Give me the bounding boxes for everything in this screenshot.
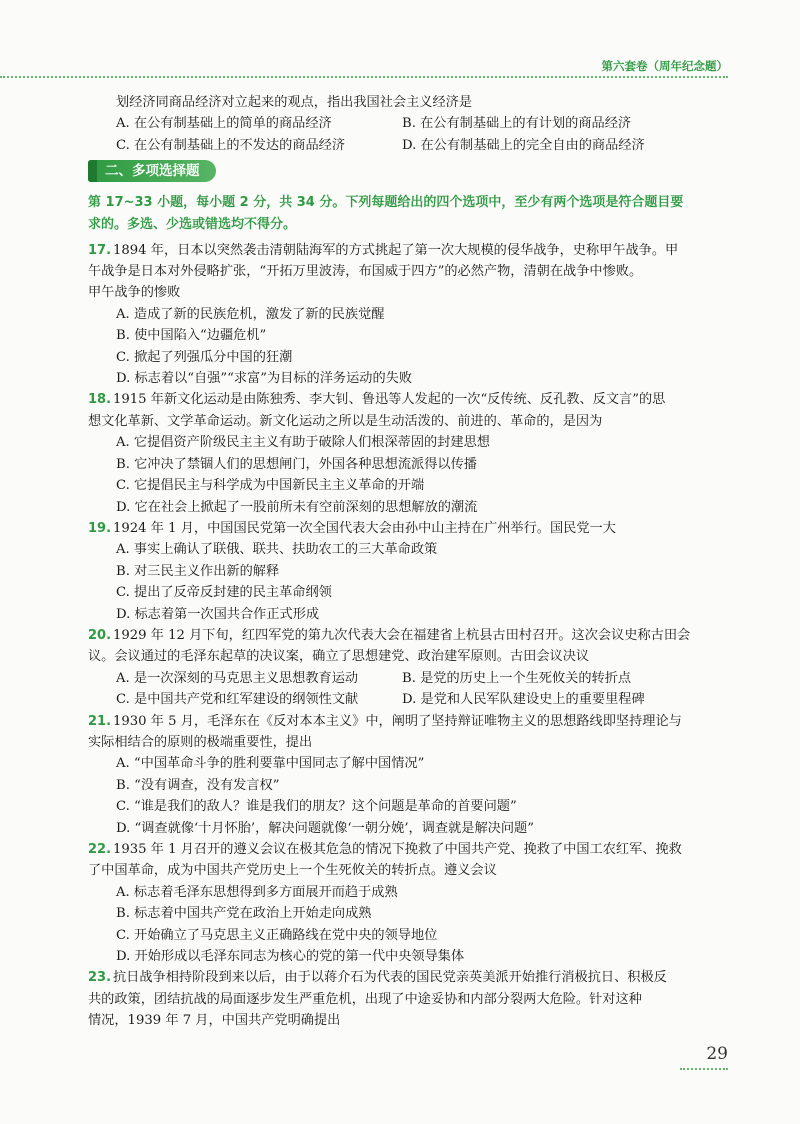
question-21: [88, 711, 728, 839]
option-d: D. 是党和人民军队建设史上的重要里程碑: [402, 692, 645, 708]
page-number-underline: [680, 1068, 728, 1070]
option-b: B. 在公有制基础上的有计划的商品经济: [402, 116, 632, 132]
question-number: 20.: [88, 627, 112, 643]
option-a: A. 是一次深刻的马克思主义思想教育运动: [116, 670, 359, 686]
question-stem-line: 划经济同商品经济对立起来的观点，指出我国社会主义经济是: [116, 95, 473, 110]
option-c: C. “谁是我们的敌人？谁是我们的朋友？这个问题是革命的首要问题”: [116, 799, 517, 815]
option-b: B. “没有调查，没有发言权”: [116, 777, 280, 793]
option-a: A. 它提倡资产阶级民主主义有助于破除人们根深蒂固的封建思想: [116, 435, 490, 451]
page-number: 29: [706, 1044, 728, 1064]
option-row: [88, 668, 728, 689]
question-stem-line: [88, 625, 728, 646]
option-d: D. 标志着第一次国共合作正式形成: [116, 606, 320, 622]
option-c: C. 提出了反帝反封建的民主革命纲领: [116, 585, 332, 601]
question-18: [88, 389, 728, 517]
option-d: D. 开始形成以毛泽东同志为核心的党的第一代中央领导集体: [116, 949, 465, 965]
question-stem-line: 想文化革新、文学革命运动。新文化运动之所以是生动活泼的、前进的、革命的，是因为: [88, 413, 603, 429]
question-stem-line: 情况，1939 年 7 月，中国共产党明确提出: [88, 1013, 341, 1029]
option-b: B. 使中国陷入“边疆危机”: [116, 328, 267, 344]
option-a: A. “中国革命斗争的胜利要靠中国同志了解中国情况”: [116, 756, 425, 772]
option-d: D. 标志着以“自强”“求富”为目标的洋务运动的失败: [116, 371, 413, 387]
question-number: 22.: [88, 842, 112, 857]
option-c: C. 是中国共产党和红军建设的纲领性文献: [116, 692, 359, 708]
question-stem-line: [88, 240, 728, 261]
option-row: [88, 689, 728, 710]
question-stem-line: 议。会议通过的毛泽东起草的决议案，确立了思想建党、政治建军原则。古田会议决议: [88, 649, 590, 665]
previous-question-tail: [88, 92, 728, 156]
section-instructions: [88, 192, 728, 236]
question-number: 17.: [88, 242, 112, 258]
header-title: 第六套卷（周年纪念题）: [601, 59, 728, 73]
question-stem-line: [88, 839, 728, 860]
stem-text: 1930 年 5 月，毛泽东在《反对本本主义》中，阐明了坚持辩证唯物主义的思想路线即坚持理论与: [113, 713, 682, 729]
option-a: A. 标志着毛泽东思想得到多方面展开而趋于成熟: [116, 884, 398, 900]
stem-text: 1915 年新文化运动是由陈独秀、李大钊、鲁迅等人发起的一次“反传统、反孔教、反文言”的思: [113, 392, 666, 408]
option-row: [88, 113, 728, 134]
option-d: D. “调查就像‘十月怀胎’，解决问题就像‘一朝分娩’，调查就是解决问题”: [116, 820, 534, 836]
option-d: D. 它在社会上掀起了一股前所未有空前深刻的思想解放的潮流: [116, 499, 478, 515]
question-number: 21.: [88, 713, 112, 729]
option-b: B. 是党的历史上一个生死攸关的转折点: [402, 670, 632, 686]
option-c: C. 在公有制基础上的不发达的商品经济: [116, 137, 346, 153]
header-divider: [0, 76, 728, 78]
question-17: [88, 240, 728, 390]
page-content: [88, 92, 728, 1032]
question-stem-line: 午战争是日本对外侵略扩张，“开拓万里波涛，布国威于四方”的必然产物，清朝在战争中惨败。: [88, 264, 643, 280]
stem-text: 1935 年 1 月召开的遵义会议在极其危急的情况下挽救了中国共产党、挽救了中国工农红军、挽救: [113, 842, 682, 857]
question-number: 18.: [88, 392, 112, 408]
stem-text: 1929 年 12 月下旬，红四军党的第九次代表大会在福建省上杭县古田村召开。这次会议史称古田会: [113, 627, 691, 643]
stem-text: 抗日战争相持阶段到来以后，由于以蒋介石为代表的国民党亲英美派开始推行消极抗日、积极反: [113, 970, 667, 986]
question-number: 19.: [88, 520, 112, 536]
stem-text: 1924 年 1 月，中国国民党第一次全国代表大会由孙中山主持在广州举行。国民党一大: [113, 520, 616, 536]
question-stem-line: [88, 967, 728, 988]
question-stem-line: 实际相结合的原则的极端重要性，提出: [88, 734, 313, 750]
question-stem-line: 甲午战争的惨败: [88, 285, 181, 301]
question-number: 23.: [88, 970, 112, 986]
question-stem-line: [88, 389, 728, 410]
question-stem-line: [88, 711, 728, 732]
option-c: C. 掀起了列强瓜分中国的狂潮: [116, 349, 293, 365]
instruction-line: 第 17~33 小题，每小题 2 分，共 34 分。下列每题给出的四个选项中，至少有两个选项是符合题目要: [88, 194, 684, 210]
option-row: [88, 135, 728, 156]
option-b: B. 对三民主义作出新的解释: [116, 563, 280, 579]
option-b: B. 它冲决了禁锢人们的思想闸门，外国各种思想流派得以传播: [116, 456, 477, 472]
question-23: [88, 967, 728, 1031]
section-title: 二、多项选择题: [105, 162, 200, 179]
question-20: [88, 625, 728, 711]
question-stem-line: 了中国革命，成为中国共产党历史上一个生死攸关的转折点。遵义会议: [88, 863, 497, 879]
option-a: A. 在公有制基础上的简单的商品经济: [116, 116, 332, 132]
option-b: B. 标志着中国共产党在政治上开始走向成熟: [116, 906, 372, 922]
section-banner: [88, 160, 216, 182]
stem-text: 1894 年，日本以突然袭击清朝陆海军的方式挑起了第一次大规模的侵华战争，史称甲午战争。甲: [113, 242, 679, 258]
question-stem-line: [88, 518, 728, 539]
instruction-line: 求的。多选、少选或错选均不得分。: [88, 216, 297, 232]
option-a: A. 事实上确认了联俄、联共、扶助农工的三大革命政策: [116, 542, 438, 558]
option-a: A. 造成了新的民族危机，激发了新的民族觉醒: [116, 306, 385, 322]
option-c: C. 它提倡民主与科学成为中国新民主主义革命的开端: [116, 478, 425, 494]
question-19: [88, 518, 728, 625]
banner-mark-icon: [88, 160, 97, 182]
question-stem-line: 共的政策，团结抗战的局面逐步发生严重危机，出现了中途妥协和内部分裂两大危险。针对这种: [88, 991, 642, 1007]
option-d: D. 在公有制基础上的完全自由的商品经济: [402, 137, 645, 153]
question-22: [88, 839, 728, 967]
option-c: C. 开始确立了马克思主义正确路线在党中央的领导地位: [116, 927, 438, 943]
